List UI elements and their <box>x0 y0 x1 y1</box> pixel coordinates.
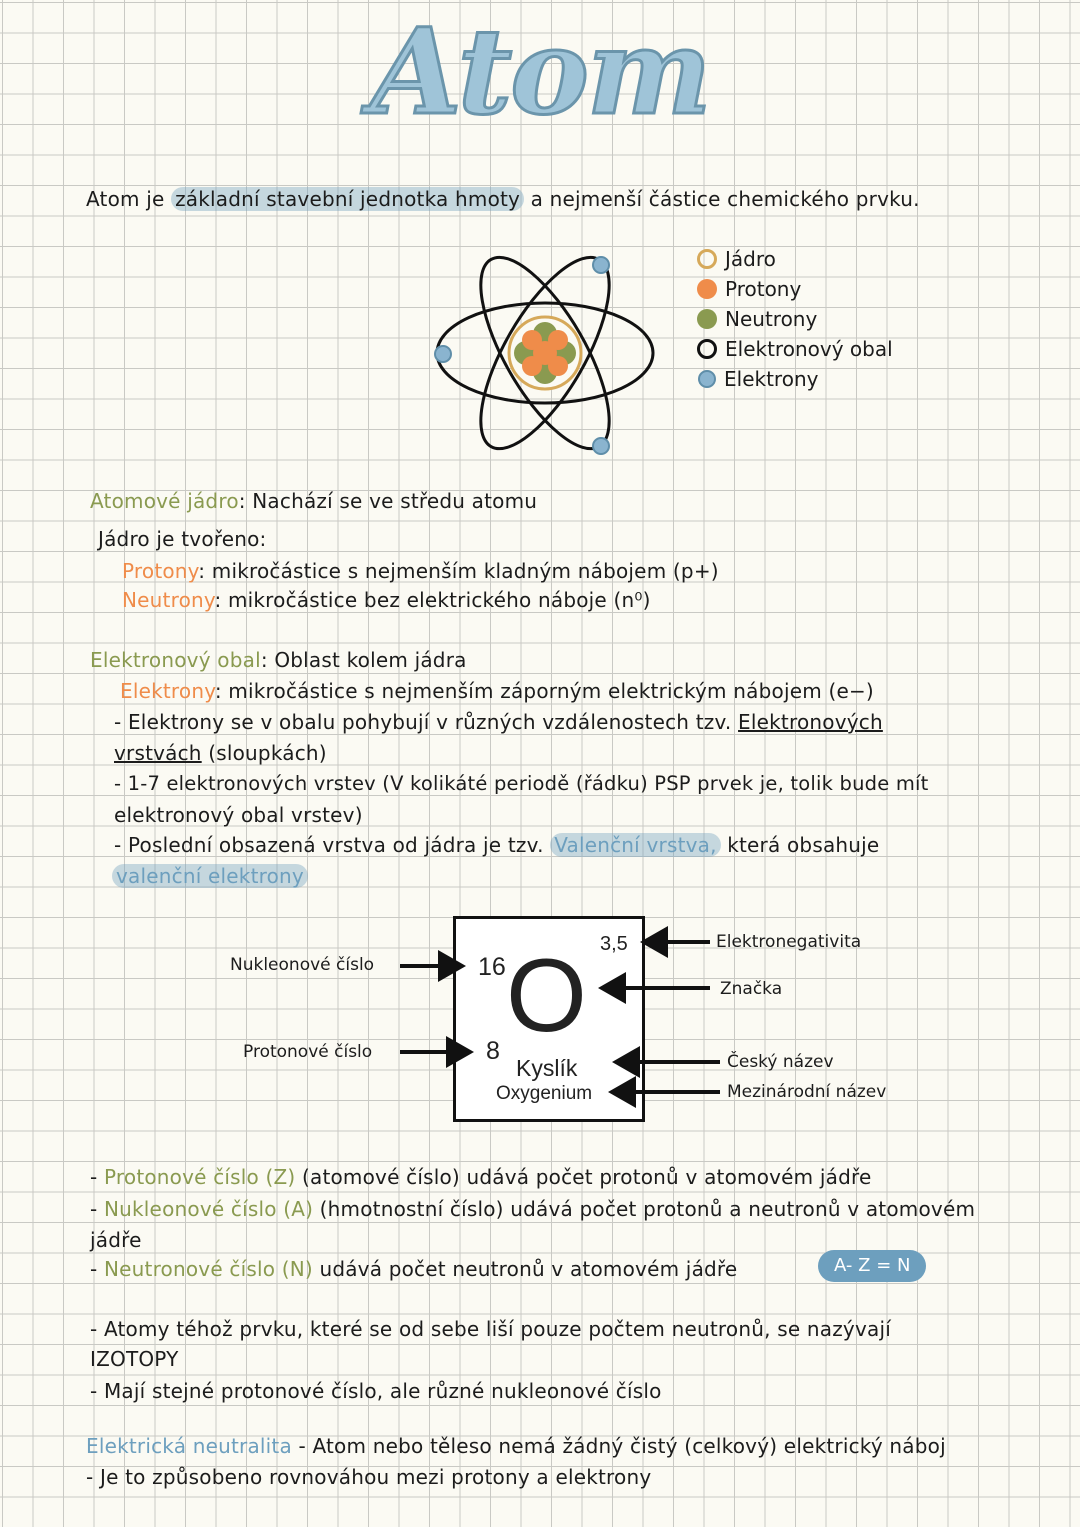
shell-line-4 <box>114 738 327 768</box>
label-symbol: Značka <box>720 979 783 999</box>
a-line <box>90 1194 975 1224</box>
shell-line-5: - 1-7 elektronových vrstev (V kolikáté periodě (řádku) PSP prvek je, tolik bude mít <box>114 772 929 795</box>
protons-desc: : mikročástice s nejmenším kladným nábojem (p+) <box>198 559 719 583</box>
neutrality-desc: - Atom nebo těleso nemá žádný čistý (celkový) elektrický náboj <box>291 1434 946 1458</box>
isotopes-line-3: - Mají stejné protonové číslo, ale různé nukleonové číslo <box>90 1379 662 1403</box>
legend-item-shell <box>697 334 893 364</box>
shell-line-3 <box>114 707 883 737</box>
intro-after: a nejmenší částice chemického prvku. <box>524 187 920 211</box>
element-arrows <box>380 920 720 1110</box>
label-nucleon-number: Nukleonové číslo <box>230 955 375 975</box>
dash: - <box>90 1257 104 1281</box>
latin-name: Oxygenium <box>496 1083 593 1104</box>
neutrality-line-2: - Je to způsobeno rovnováhou mezi protony a elektrony <box>86 1465 652 1489</box>
nucleus-heading-line <box>90 486 537 516</box>
electrons-desc: : mikročástice s nejmenším záporným elektrickým nábojem (e−) <box>214 679 874 703</box>
dash: - <box>90 1165 104 1189</box>
electron-dot-icon <box>698 370 716 388</box>
neutrality-line-1 <box>86 1431 946 1461</box>
formula-badge: A- Z = N <box>818 1250 926 1282</box>
nucleus-heading: Atomové jádro <box>90 489 239 513</box>
element-symbol: O <box>506 938 587 1054</box>
z-desc: (atomové číslo) udává počet protonů v atomovém jádře <box>295 1165 872 1189</box>
label-electronegativity: Elektronegativita <box>716 932 862 952</box>
atom-diagram <box>425 250 670 460</box>
neutron-dot-icon <box>697 309 717 329</box>
shell-underlined: Elektronových <box>738 710 883 734</box>
neutrons-line <box>122 585 651 615</box>
valence-electrons-term: valenční elektrony <box>112 864 308 888</box>
shell-heading-rest: : Oblast kolem jádra <box>260 648 467 672</box>
isotopes-line-2: IZOTOPY <box>90 1347 179 1371</box>
atomic-number: 8 <box>486 1037 500 1065</box>
neutrons-term: Neutrony <box>122 588 215 612</box>
intro-highlight: základní stavební jednotka hmoty <box>171 187 524 211</box>
intro-before: Atom je <box>86 187 172 211</box>
shell-heading: Elektronový obal <box>90 648 261 672</box>
legend-item-neutrons <box>697 304 893 334</box>
legend <box>697 244 893 394</box>
a-desc: (hmotnostní číslo) udává počet protonů a neutronů v atomovém <box>313 1197 976 1221</box>
legend-label: Elektrony <box>724 367 819 391</box>
legend-label: Jádro <box>725 247 776 271</box>
valence-layer-term: Valenční vrstva, <box>550 833 720 857</box>
shell-ring-icon <box>697 339 717 359</box>
legend-item-electrons <box>697 364 893 394</box>
shell-underlined: vrstvách <box>114 741 202 765</box>
shell-line-6: elektronový obal vrstev) <box>114 803 363 827</box>
legend-label: Protony <box>725 277 802 301</box>
shell-heading-line <box>90 645 467 675</box>
protons-line <box>122 556 719 586</box>
dash: - <box>90 1197 104 1221</box>
nucleus-heading-rest: : Nachází se ve středu atomu <box>238 489 538 513</box>
nucleus-composed: Jádro je tvořeno: <box>98 527 267 551</box>
intro-line <box>86 184 920 214</box>
mass-number: 16 <box>478 953 506 981</box>
isotopes-line-1: - Atomy téhož prvku, které se od sebe liší pouze počtem neutronů, se nazývají <box>90 1317 891 1341</box>
shell-text: která obsahuje <box>720 833 880 857</box>
n-desc: udává počet neutronů v atomovém jádře <box>312 1257 738 1281</box>
a-line-2: jádře <box>90 1228 142 1252</box>
legend-item-protons <box>697 274 893 304</box>
n-line <box>90 1254 737 1284</box>
legend-item-nucleus <box>697 244 893 274</box>
shell-text: (sloupkách) <box>201 741 327 765</box>
legend-label: Neutrony <box>725 307 818 331</box>
shell-line-7 <box>114 830 879 860</box>
legend-label: Elektronový obal <box>725 337 893 361</box>
czech-name: Kyslík <box>516 1055 578 1081</box>
a-term: Nukleonové číslo (A) <box>103 1197 314 1221</box>
electrons-line <box>120 676 874 706</box>
label-international-name: Mezinárodní název <box>727 1082 887 1102</box>
label-proton-number: Protonové číslo <box>243 1042 373 1062</box>
electronegativity-value: 3,5 <box>600 933 628 955</box>
proton-dot-icon <box>697 279 717 299</box>
electrons-term: Elektrony <box>120 679 215 703</box>
shell-line-8 <box>112 861 308 891</box>
neutrality-term: Elektrická neutralita <box>86 1434 292 1458</box>
n-term: Neutronové číslo (N) <box>103 1257 313 1281</box>
z-line <box>90 1162 872 1192</box>
shell-text: - Poslední obsazená vrstva od jádra je tzv. <box>114 833 551 857</box>
label-czech-name: Český název <box>727 1052 834 1072</box>
shell-text: - Elektrony se v obalu pohybují v různých vzdálenostech tzv. <box>114 710 739 734</box>
protons-term: Protony <box>122 559 199 583</box>
z-term: Protonové číslo (Z) <box>103 1165 296 1189</box>
neutrons-desc: : mikročástice bez elektrického náboje (n⁰) <box>214 588 651 612</box>
nucleus-ring-icon <box>697 249 717 269</box>
page-title: Atom <box>370 2 710 141</box>
